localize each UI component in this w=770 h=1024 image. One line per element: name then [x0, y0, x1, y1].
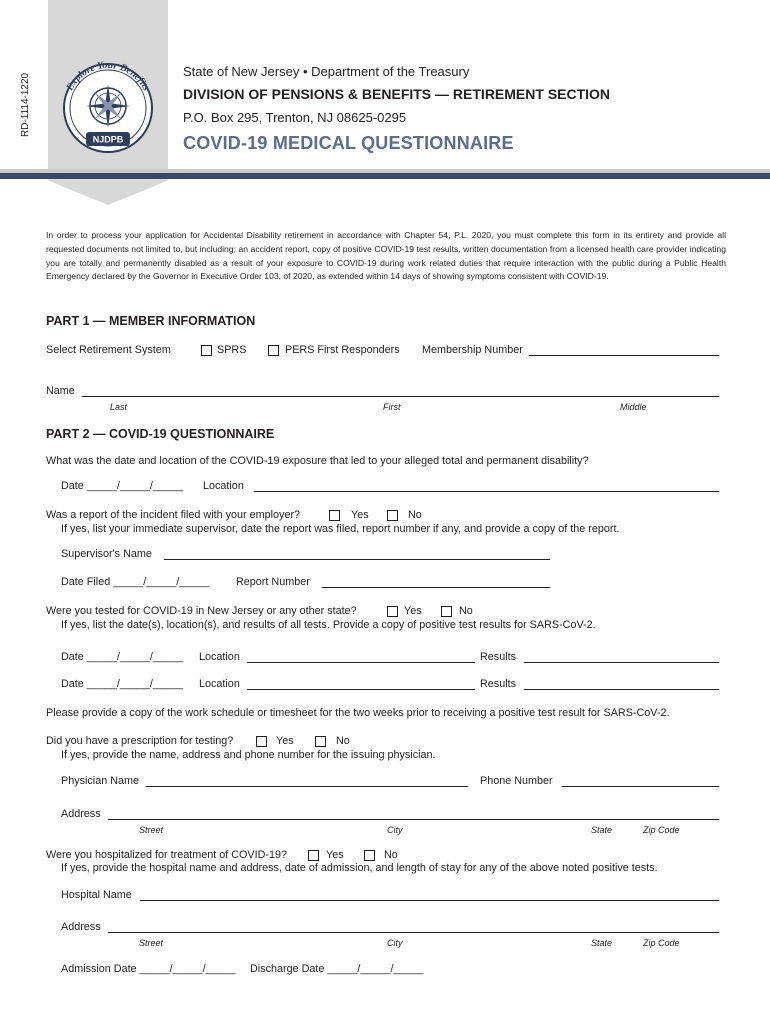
q3-no-checkbox[interactable] [441, 606, 452, 617]
q5-no-checkbox[interactable] [315, 736, 326, 747]
header-agency: State of New Jersey • Department of the Treasury [183, 64, 470, 79]
intro-paragraph: In order to process your application for Accidental Disability retirement in accordance with Chapter 54, P.L. 2020, you must complete this form in its entirety and provide all requested documents not limited to, but including; an accident report, copy of positive COVID-19 test results, written documentation from a licensed health care provider indicating you are totally and permanently disabled as a result of your exposure to COVID-19 during work related duties that require interaction with the public during a Public Health Emergency declared by the Governor in Executive Order 103, of 2020, as extended within 14 days of showing symptoms consistent with COVID-19. [46, 230, 726, 282]
test1-results-field[interactable] [524, 662, 719, 663]
q2-yes-checkbox[interactable] [329, 510, 340, 521]
q1-text: What was the date and location of the COVID-19 exposure that led to your alleged total and permanent disability? [46, 455, 589, 467]
supervisor-label: Supervisor's Name [61, 548, 152, 560]
physician-address-field[interactable] [108, 819, 719, 820]
name-field[interactable] [82, 396, 719, 397]
test2-date-field[interactable]: Date _____/_____/_____ [61, 678, 183, 690]
part1-heading: PART 1 — MEMBER INFORMATION [46, 314, 256, 328]
q6-no-label: No [384, 849, 398, 861]
q5-yes-label: Yes [276, 735, 294, 747]
membership-label: Membership Number [422, 344, 523, 356]
logo-arc-text: Explore Your Benefits [64, 59, 152, 93]
divider-navy [0, 173, 770, 179]
q3-text: Were you tested for COVID-19 in New Jersey or any other state? [46, 605, 357, 617]
q3-subtext: If yes, list the date(s), location(s), and results of all tests. Provide a copy of positive test results for SARS-CoV-2. [61, 619, 596, 631]
test1-date-field[interactable]: Date _____/_____/_____ [61, 651, 183, 663]
phone-label: Phone Number [480, 775, 553, 787]
zip-caption: Zip Code [643, 938, 680, 948]
q2-text: Was a report of the incident filed with your employer? [46, 509, 301, 521]
q3-no-label: No [459, 605, 473, 617]
report-number-label: Report Number [236, 576, 310, 588]
zip-caption: Zip Code [643, 825, 680, 835]
physician-field[interactable] [146, 786, 468, 787]
admission-date-field[interactable]: Admission Date _____/_____/_____ [61, 963, 236, 975]
supervisor-field[interactable] [164, 559, 550, 560]
test1-location-label: Location [199, 651, 240, 663]
hospital-field[interactable] [140, 900, 719, 901]
hospital-label: Hospital Name [61, 889, 132, 901]
last-caption: Last [110, 402, 128, 412]
q2-no-checkbox[interactable] [387, 510, 398, 521]
header-division: DIVISION OF PENSIONS & BENEFITS — RETIREMENT SECTION [183, 86, 611, 102]
hospital-address-label: Address [61, 921, 101, 933]
q6-text: Were you hospitalized for treatment of COVID-19? [46, 849, 288, 861]
pers-first-responders-checkbox[interactable] [268, 345, 279, 356]
q2-yes-label: Yes [351, 509, 369, 521]
test2-location-label: Location [199, 678, 240, 690]
q3-yes-checkbox[interactable] [387, 606, 398, 617]
membership-field[interactable] [529, 355, 719, 356]
report-number-field[interactable] [322, 587, 550, 588]
pers-label: PERS First Responders [285, 344, 400, 356]
test2-results-label: Results [480, 678, 517, 690]
middle-caption: Middle [620, 402, 647, 412]
q5-text: Did you have a prescription for testing? [46, 735, 234, 747]
q3-yes-label: Yes [404, 605, 422, 617]
retirement-system-label: Select Retirement System [46, 344, 171, 356]
city-caption: City [387, 938, 403, 948]
q4-text: Please provide a copy of the work schedule or timesheet for the two weeks prior to receiving a positive test result for SARS-CoV-2. [46, 707, 670, 719]
q6-no-checkbox[interactable] [364, 850, 375, 861]
q6-yes-label: Yes [326, 849, 344, 861]
header-address: P.O. Box 295, Trenton, NJ 08625-0295 [183, 110, 407, 125]
physician-label: Physician Name [61, 775, 140, 787]
state-caption: State [591, 938, 613, 948]
q1-location-field[interactable] [254, 491, 719, 492]
name-label: Name [46, 385, 75, 397]
city-caption: City [387, 825, 403, 835]
physician-address-label: Address [61, 808, 101, 820]
phone-field[interactable] [562, 786, 719, 787]
njdpb-logo [50, 48, 166, 164]
form-number: RD-1114-1220 [20, 72, 31, 137]
q6-subtext: If yes, provide the hospital name and address, date of admission, and length of stay for any of the above noted positive tests. [61, 862, 658, 874]
first-caption: First [383, 402, 401, 412]
test2-location-field[interactable] [247, 689, 475, 690]
test1-location-field[interactable] [247, 662, 475, 663]
q2-subtext: If yes, list your immediate supervisor, date the report was filed, report number if any, and provide a copy of the report. [61, 523, 620, 535]
street-caption: Street [139, 825, 164, 835]
state-caption: State [591, 825, 613, 835]
sprs-checkbox[interactable] [201, 345, 212, 356]
logo-banner-text: NJDPB [92, 134, 124, 145]
test1-results-label: Results [480, 651, 517, 663]
street-caption: Street [139, 938, 164, 948]
q6-yes-checkbox[interactable] [308, 850, 319, 861]
q5-no-label: No [336, 735, 350, 747]
q1-date-field[interactable]: Date _____/_____/_____ [61, 480, 183, 492]
sprs-label: SPRS [217, 344, 247, 356]
part2-heading: PART 2 — COVID-19 QUESTIONNAIRE [46, 427, 275, 441]
q2-no-label: No [408, 509, 422, 521]
q5-subtext: If yes, provide the name, address and phone number for the issuing physician. [61, 749, 436, 761]
q1-location-label: Location [203, 480, 244, 492]
test2-results-field[interactable] [524, 689, 719, 690]
discharge-date-field[interactable]: Discharge Date _____/_____/_____ [250, 963, 424, 975]
date-filed-field[interactable]: Date Filed _____/_____/_____ [61, 576, 210, 588]
page-title: COVID-19 MEDICAL QUESTIONNAIRE [183, 133, 514, 153]
q5-yes-checkbox[interactable] [256, 736, 267, 747]
hospital-address-field[interactable] [108, 932, 719, 933]
